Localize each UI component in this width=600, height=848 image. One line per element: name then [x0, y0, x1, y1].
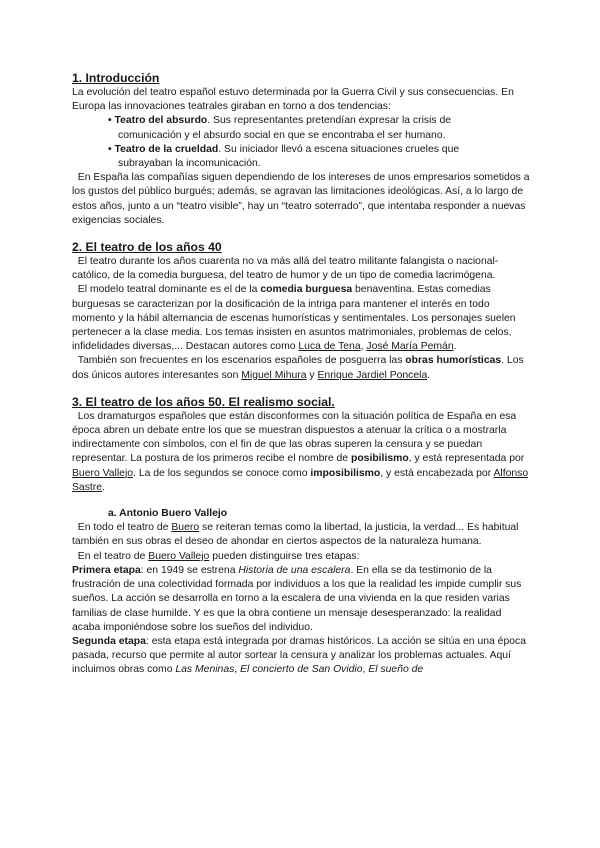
author-link-jose-maria-peman[interactable]: José María Pemán — [366, 341, 454, 353]
forties-paragraph-2: El modelo teatral dominante es el de la comedia burguesa benaventina. Estas comedias burguesas se caracterizan por la dosificación de la intriga para mantener el interés en todo momento y la hábil alternancia de escenas humorísticas y sentimentales. Los personajes suelen pertenecer a la clase media. Los temas insisten en asuntos matrimoniales, problemas de celos, infidelidades diversas,... Destacan autores como Luca de Tena, José María Pemán. — [72, 284, 516, 353]
list-item-title: • Teatro de la crueldad — [108, 143, 219, 155]
author-link-buero-vallejo-2[interactable]: Buero Vallejo — [148, 550, 210, 562]
fifties-paragraph-1: Los dramaturgos españoles que están disconformes con la situación política de España en esa época abren un debate entre los que se muestran dispuestos a atenuar la crítica o a mostrarla indirectamente con símbolos, con el fin de que las obras superen la censura y se puedan representar. La postura de los primeros recibe el nombre de posibilismo, y está representada por Buero Vallejo. La de los segundos se conoce como imposibilismo, y está encabezada por Alfonso Sastre. — [72, 410, 529, 493]
author-link-luca-de-tena[interactable]: Luca de Tena — [298, 341, 361, 353]
section-heading-fifties: 3. El teatro de los años 50. El realismo social. — [72, 394, 335, 409]
author-link-alfonso-sastre[interactable]: Alfonso Sastre — [72, 467, 529, 493]
list-item-title: • Teatro del absurdo — [108, 115, 208, 127]
list-item-cruelty-theatre: • Teatro de la crueldad. Su iniciador llevó a escena situaciones crueles que — [108, 143, 460, 155]
list-item-continuation: comunicación y el absurdo social en que se encontraba el ser humano. — [118, 129, 446, 141]
section-heading-forties: 2. El teatro de los años 40 — [72, 240, 222, 255]
list-item-continuation: subrayaban la incomunicación. — [118, 158, 261, 170]
author-link-buero[interactable]: Buero — [171, 522, 200, 534]
section-heading-introduction: 1. Introducción — [72, 71, 160, 85]
intro-paragraph-2: En España las compañías siguen dependiendo de los intereses de unos empresarios sometidos a los gustos del público burgués; además, se agravan las limitaciones ideológicas. Así, a lo largo de estos años, junto a un “teatro visible”, hay un “teatro soterrado”, que intentaba responder a nuevas exigencias sociales. — [72, 172, 530, 226]
author-link-miguel-mihura[interactable]: Miguel Mihura — [241, 369, 307, 381]
fifties-paragraph-2: En todo el teatro de Buero se reiteran temas como la libertad, la justicia, la verdad... Es habitual también en sus obras el deseo de ahondar en ciertos aspectos de la naturaleza humana. — [72, 522, 519, 548]
list-item-absurd-theatre: • Teatro del absurdo. Sus representantes pretendían expresar la crisis de — [108, 115, 452, 127]
author-link-enrique-jardiel-poncela[interactable]: Enrique Jardiel Poncela — [317, 369, 428, 381]
tendencies-list — [72, 114, 532, 171]
forties-paragraph-3: También son frecuentes en los escenarios españoles de posguerra las obras humorísticas. Los dos únicos autores interesantes son Miguel Mihura y Enrique Jardiel Poncela. — [72, 355, 524, 381]
fifties-paragraph-first-stage: Primera etapa: en 1949 se estrena Historia de una escalera. En ella se da testimonio de la frustración de una colectividad formada por individuos a los que la realidad les impide cumplir sus sueños. La acción se desarrolla en torno a la escalera de una vivienda en la que residen varias familias de clase humilde. Y es que la obra contiene un mensaje desesperanzado: la realidad acaba imponiéndose sobre los sueños del individuo. — [72, 564, 522, 633]
author-link-buero-vallejo[interactable]: Buero Vallejo — [72, 467, 134, 479]
document-body — [72, 70, 532, 678]
forties-paragraph-1: El teatro durante los años cuarenta no va más allá del teatro militante falangista o nacional-católico, de la comedia burguesa, del teatro de humor y de un tipo de comedia lacrimógena. — [72, 256, 499, 282]
fifties-paragraph-second-stage: Segunda etapa: esta etapa está integrada por dramas históricos. La acción se sitúa en una época pasada, recurso que permite al autor sortear la censura y analizar los problemas actuales. Aquí incluimos obras como Las Meninas, El concierto de San Ovidio, El sueño de — [72, 635, 526, 676]
intro-paragraph-1: La evolución del teatro español estuvo determinada por la Guerra Civil y sus consecuencias. En Europa las innovaciones teatrales giraban en torno a dos tendencias: — [72, 87, 514, 113]
fifties-paragraph-3: En el teatro de Buero Vallejo pueden distinguirse tres etapas: — [77, 550, 360, 562]
subsection-heading-buero-vallejo: a. Antonio Buero Vallejo — [108, 508, 228, 520]
